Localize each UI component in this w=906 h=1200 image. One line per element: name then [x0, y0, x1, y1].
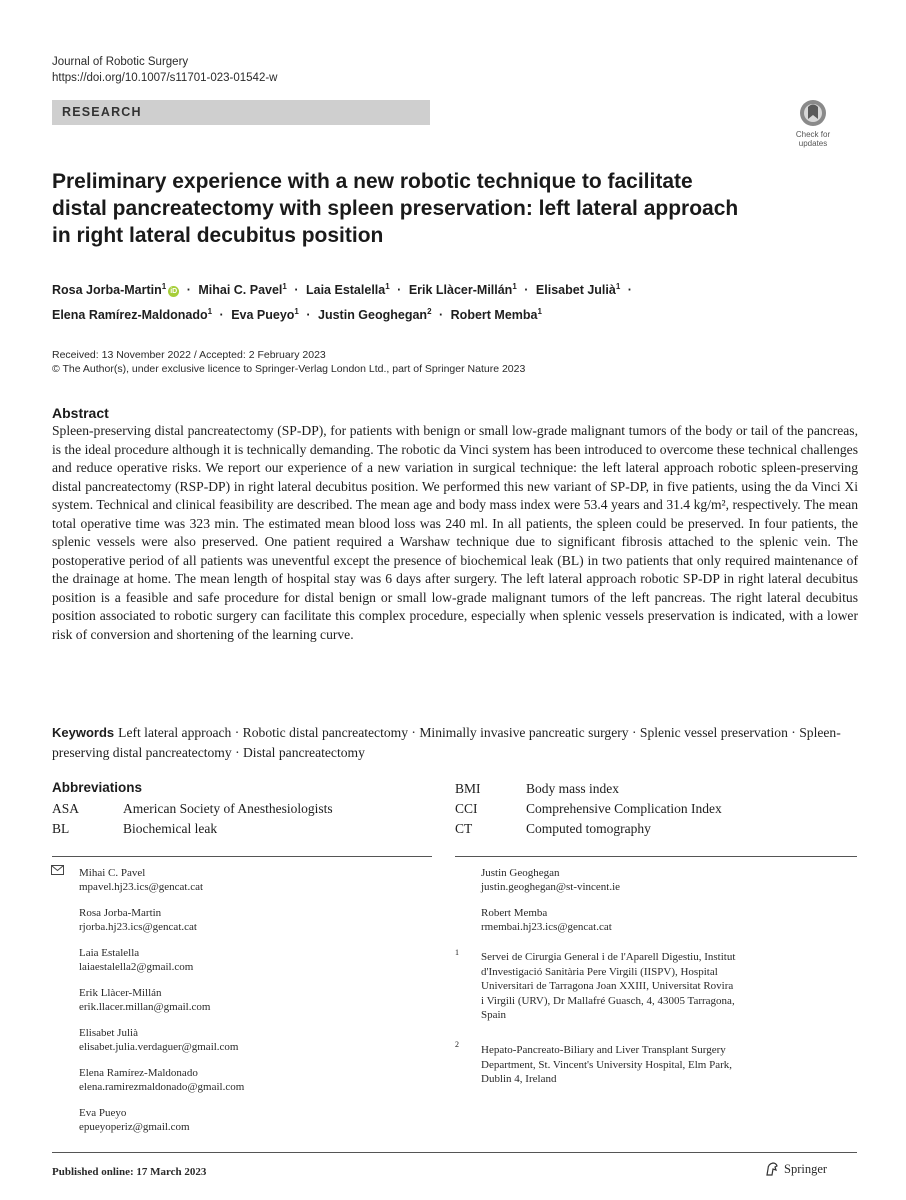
affiliation-number: 2 [455, 1040, 459, 1049]
keywords-label: Keywords [52, 725, 115, 740]
author-name[interactable]: Rosa Jorba-Martin [52, 283, 162, 298]
author-affiliation: 1 [537, 307, 542, 317]
author-separator: · [306, 308, 311, 323]
orcid-icon[interactable]: iD [170, 288, 178, 296]
author-contact [481, 906, 861, 934]
abbreviation-row [455, 779, 722, 799]
check-updates-line-1: Check for [795, 130, 831, 139]
affiliation [481, 1043, 732, 1087]
author-separator: · [294, 283, 299, 298]
author-name[interactable]: Elisabet Julià [535, 283, 616, 298]
contact-email[interactable]: erik.llacer.millan@gmail.com [79, 1001, 211, 1013]
abbreviations-left-column [52, 799, 333, 839]
abbreviation-key: ASA [52, 801, 80, 816]
author-separator: · [219, 308, 224, 323]
article-title [52, 168, 812, 249]
affiliation-line: d'Investigació Sanitària Pere Virgili (IISPV), Hospital [481, 965, 718, 978]
abbreviations-heading: Abbreviations [52, 780, 143, 795]
affiliation-line: i Virgili (URV), Dr Mallafré Guasch, 4, 43005 Tarragona, [481, 994, 735, 1007]
author-affiliation: 1 [615, 282, 621, 291]
affiliation [481, 950, 735, 1023]
title-line: distal pancreatectomy with spleen preservation: left lateral approach [52, 197, 739, 220]
author-separator: · [186, 283, 191, 298]
envelope-icon [51, 865, 64, 875]
contact-email[interactable]: rmembai.hj23.ics@gencat.cat [481, 921, 612, 933]
footer-divider [52, 1152, 857, 1153]
author-separator: · [627, 283, 632, 298]
contact-name: Elena Ramírez-Maldonado [79, 1067, 198, 1079]
author-affiliation: 1 [512, 282, 517, 291]
received-accepted: Received: 13 November 2022 / Accepted: 2 February 2023 [52, 349, 326, 361]
affiliation-line: Department, St. Vincent's University Hospital, Elm Park, [481, 1058, 733, 1071]
abbreviation-row [52, 819, 333, 839]
article-dates [52, 348, 525, 376]
contact-name: Mihai C. Pavel [79, 867, 146, 879]
abbreviation-definition: Biochemical leak [123, 821, 218, 836]
footnote-divider [52, 856, 432, 857]
abstract-heading: Abstract [52, 405, 109, 421]
contact-email[interactable]: elena.ramirezmaldonado@gmail.com [79, 1081, 245, 1093]
author-affiliation: 1 [282, 282, 287, 291]
check-for-updates-badge[interactable] [788, 98, 838, 152]
contact-name: Robert Memba [481, 907, 548, 919]
contact-name: Eva Pueyo [79, 1107, 127, 1119]
contact-email[interactable]: mpavel.hj23.ics@gencat.cat [79, 881, 204, 893]
springer-horse-icon [764, 1161, 780, 1177]
author-name[interactable]: Laia Estalella [306, 283, 386, 298]
author-name[interactable]: Eva Pueyo [231, 308, 295, 323]
author-name[interactable]: Mihai C. Pavel [198, 283, 283, 298]
author-name[interactable]: Erik Llàcer-Millán [408, 283, 513, 298]
contact-email[interactable]: laiaestalella2@gmail.com [79, 961, 194, 973]
author-separator: · [524, 283, 529, 298]
author-contact [79, 946, 459, 974]
abbreviation-row [455, 799, 722, 819]
title-line: in right lateral decubitus position [52, 224, 384, 247]
contact-email[interactable]: epueyoperiz@gmail.com [79, 1121, 190, 1133]
abbreviation-definition: Comprehensive Complication Index [526, 801, 722, 816]
abstract-body: Spleen-preserving distal pancreatectomy (SP-DP), for patients with benign or small low-grade malignant tumors of the body or tail of the pancreas, is the ideal procedure although it is technically demanding. The robotic da Vinci system has been introduced to overcome these technical challenges and reduce operative risks. We report our experience of a new variation in surgical technique: the left lateral approach robotic spleen-preserving distal pancreatectomy (RSP-DP) in right lateral decubitus position. We performed this new variant of SP-DP, in five patients, using the da Vinci Xi system. Technical and clinical feasibility are described. The mean age and body mass index were 53.4 years and 31.4 kg/m², respectively. The mean total operative time was 323 min. The estimated mean blood loss was 240 ml. In all patients, the spleen could be preserved. In four patients, the splenic vessels were also preserved. One patient required a Warshaw technique due to significant fibrosis attached to the splenic vein. The postoperative period of all patients was uneventful except the presence of biochemical leak (BL) in two patients that only required maintenance of the drainage at home. The mean length of hospital stay was 6 days after surgery. The left lateral approach robotic SP-DP in right lateral decubitus position is a feasible and safe procedure for distal benign or small low-grade malignant tumors of the left pancreas. The right lateral decubitus position associated to robotic surgery can facilitate this complex procedure, especially when splenic vessels preservation is indicated, with a lower risk of conversion and shortening of the learning curve. [52, 423, 858, 642]
author-separator: · [439, 308, 444, 323]
affiliation-line: Dublin 4, Ireland [481, 1073, 557, 1085]
journal-name: Journal of Robotic Surgery [52, 56, 189, 68]
author-contact [79, 1026, 459, 1054]
abbreviation-row [52, 799, 333, 819]
abbreviation-key: BMI [455, 781, 481, 796]
publisher-name: Springer [784, 1161, 828, 1176]
author-contact [79, 1106, 459, 1134]
keywords-text: Left lateral approach · Robotic distal pancreatectomy · Minimally invasive pancreatic surgery · Splenic vessel preservation · Spleen-preserving distal pancreatectomy · Distal pancreatectomy [52, 725, 841, 760]
author-contact [79, 1066, 459, 1094]
published-online: Published online: 17 March 2023 [52, 1166, 207, 1178]
affiliation-line: Servei de Cirurgia General i de l'Aparell Digestiu, Institut [481, 951, 736, 963]
copyright-notice: © The Author(s), under exclusive licence to Springer-Verlag London Ltd., part of Springer Nature 2023 [52, 363, 526, 375]
contact-email[interactable]: justin.geoghegan@st-vincent.ie [481, 881, 621, 893]
doi-link[interactable]: https://doi.org/10.1007/s11701-023-01542-w [52, 72, 278, 84]
corresponding-author-contact [79, 866, 459, 894]
title-line: Preliminary experience with a new robotic technique to facilitate [52, 170, 693, 193]
author-contact [79, 986, 459, 1014]
publisher-logo[interactable] [764, 1161, 827, 1177]
affiliation-line: Spain [481, 1009, 507, 1021]
abbreviation-key: CCI [455, 801, 478, 816]
abbreviations-right-column [455, 779, 722, 839]
abbreviation-key: CT [455, 821, 473, 836]
keywords-block [52, 723, 858, 763]
section-label: RESEARCH [62, 105, 142, 119]
author-separator: · [397, 283, 402, 298]
footnote-divider [455, 856, 857, 857]
author-contact [481, 866, 861, 894]
contact-name: Elisabet Julià [79, 1027, 138, 1039]
author-affiliation: 1 [207, 307, 213, 317]
author-affiliation: 1 [294, 307, 299, 317]
abbreviation-definition: American Society of Anesthesiologists [123, 801, 333, 816]
author-name[interactable]: Elena Ramírez-Maldonado [52, 308, 208, 323]
author-affiliation: 2 [427, 307, 432, 317]
contact-name: Erik Llàcer-Millán [79, 987, 162, 999]
check-updates-line-2: updates [798, 139, 828, 148]
check-for-updates-icon [798, 98, 828, 128]
contact-email[interactable]: elisabet.julia.verdaguer@gmail.com [79, 1041, 239, 1053]
author-affiliation: 1 [385, 282, 390, 291]
affiliation-line: Hepato-Pancreato-Biliary and Liver Transplant Surgery [481, 1044, 726, 1056]
author-contact [79, 906, 459, 934]
affiliation-number: 1 [455, 948, 459, 957]
section-bar [52, 100, 430, 125]
affiliation-line: Universitari de Tarragona Joan XXIII, Universitat Rovira [481, 980, 734, 992]
abbreviation-definition: Computed tomography [526, 821, 651, 836]
contact-email[interactable]: rjorba.hj23.ics@gencat.cat [79, 921, 197, 933]
contact-name: Justin Geoghegan [481, 867, 560, 879]
contact-name: Laia Estalella [79, 947, 140, 959]
abbreviation-definition: Body mass index [526, 781, 619, 796]
abbreviation-key: BL [52, 821, 70, 836]
author-affiliation: 1 [161, 282, 167, 291]
author-list [52, 276, 832, 326]
abbreviation-row [455, 819, 722, 839]
author-name[interactable]: Robert Memba [450, 308, 538, 323]
author-name[interactable]: Justin Geoghegan [318, 308, 428, 323]
contact-name: Rosa Jorba-Martin [79, 907, 162, 919]
